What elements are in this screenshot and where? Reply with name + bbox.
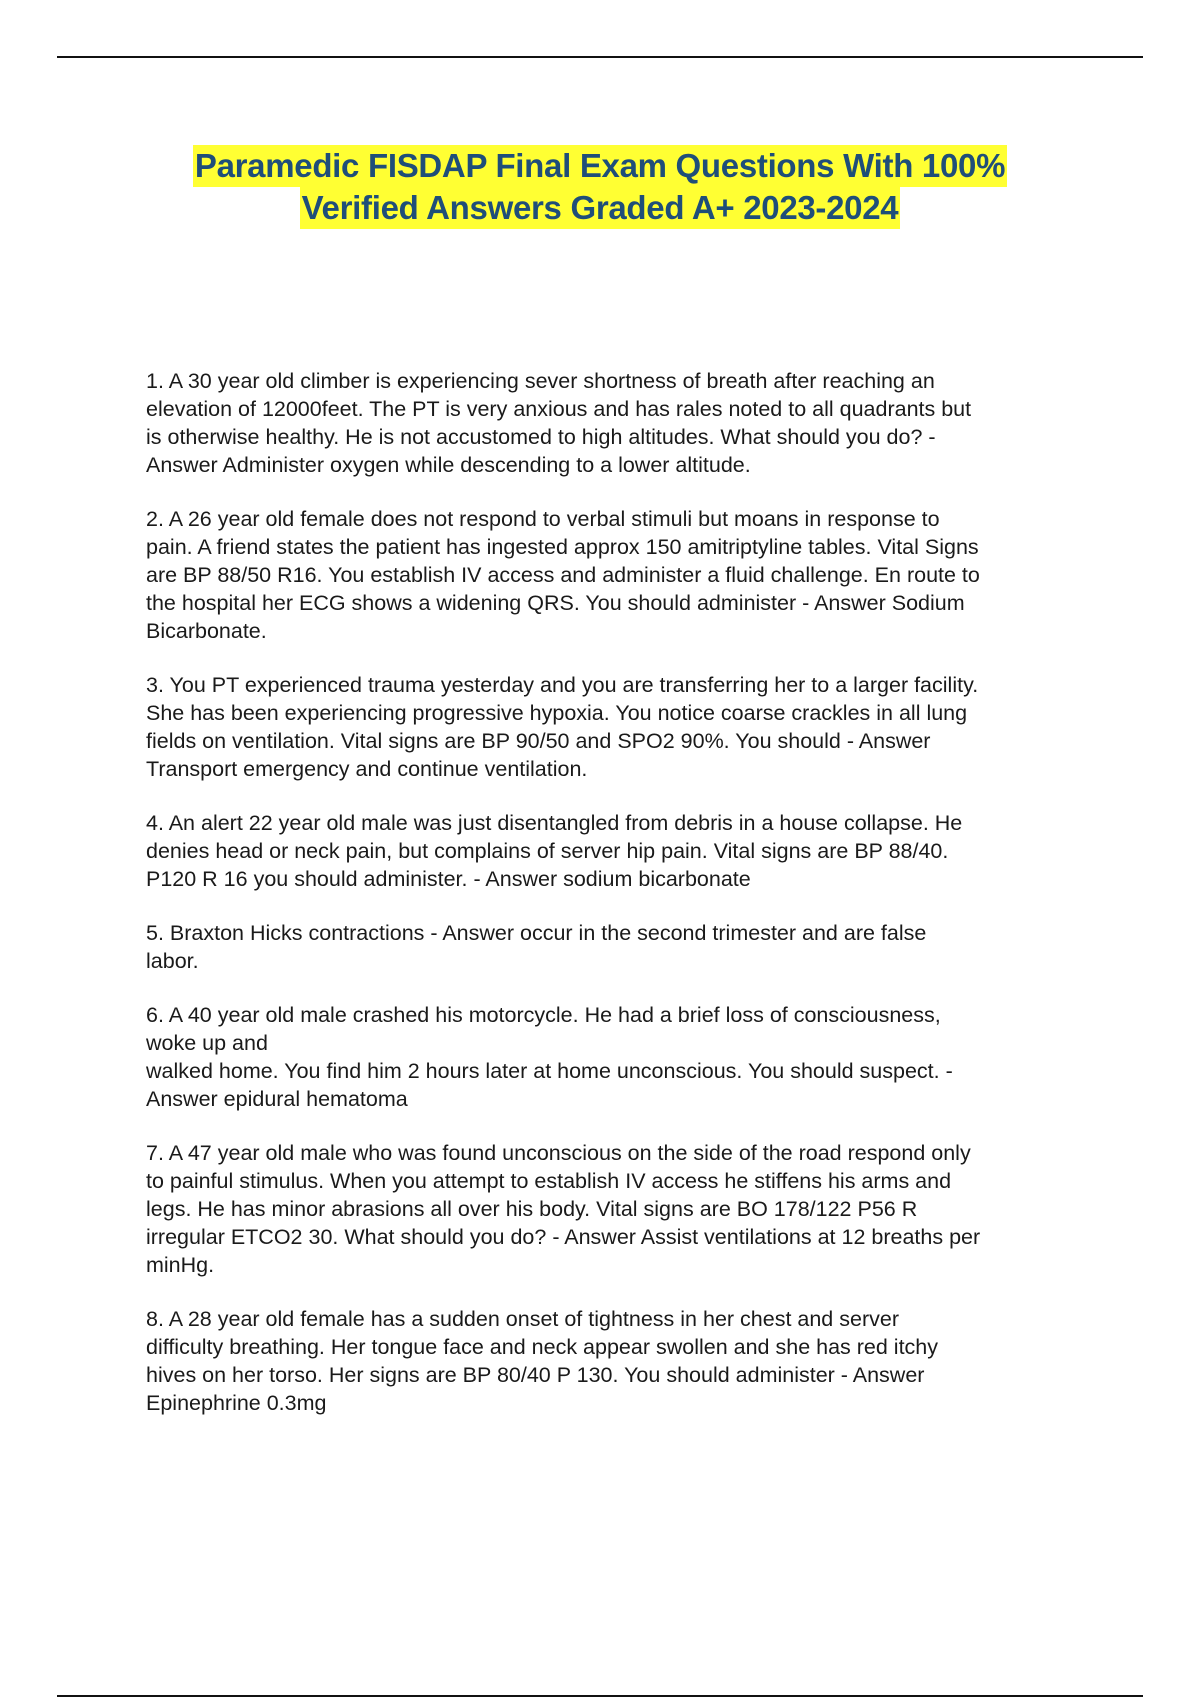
question-6: 6. A 40 year old male crashed his motorcycle. He had a brief loss of consciousness, woke up and walked home. You find him 2 hours later at home unconscious. You should suspect. - Answer epidural hematoma [146, 1003, 953, 1111]
question-1: 1. A 30 year old climber is experiencing sever shortness of breath after reaching an elevation of 12000feet. The PT is very anxious and has rales noted to all quadrants but is otherwise healthy. He is not accustomed to high altitudes. What should you do? - Answer Administer oxygen while descending to a lower altitude. [146, 369, 972, 477]
title-line-2: Verified Answers Graded A+ 2023-2024 [300, 187, 901, 229]
question-8: 8. A 28 year old female has a sudden onset of tightness in her chest and server difficulty breathing. Her tongue face and neck appear swollen and she has red itchy hives on her torso. Her signs are BP 80/40 P 130. You should administer - Answer Epinephrine 0.3mg [146, 1307, 939, 1415]
question-4: 4. An alert 22 year old male was just disentangled from debris in a house collapse. He denies head or neck pain, but complains of server hip pain. Vital signs are BP 88/40. P120 R 16 you should administer. - Answer sodium bicarbonate [146, 811, 963, 891]
top-rule [57, 56, 1143, 58]
title-line-1: Paramedic FISDAP Final Exam Questions With 100% [193, 145, 1007, 187]
question-3: 3. You PT experienced trauma yesterday and you are transferring her to a larger facility. She has been experiencing progressive hypoxia. You notice coarse crackles in all lung fields on ventilation. Vital signs are BP 90/50 and SPO2 90%. You should - Answer Transport emergency and continue ventilation. [146, 673, 979, 781]
question-5: 5. Braxton Hicks contractions - Answer occur in the second trimester and are false labor. [146, 921, 927, 973]
document-title [0, 145, 1200, 229]
question-2: 2. A 26 year old female does not respond to verbal stimuli but moans in response to pain. A friend states the patient has ingested approx 150 amitriptyline tables. Vital Signs are BP 88/50 R16. You establish IV access and administer a fluid challenge. En route to the hospital her ECG shows a widening QRS. You should administer - Answer Sodium Bicarbonate. [146, 507, 980, 643]
question-list [146, 367, 1096, 1443]
question-7: 7. A 47 year old male who was found unconscious on the side of the road respond only to painful stimulus. When you attempt to establish IV access he stiffens his arms and legs. He has minor abrasions all over his body. Vital signs are BO 178/122 P56 R irregular ETCO2 30. What should you do? - Answer Assist ventilations at 12 breaths per minHg. [146, 1141, 981, 1277]
bottom-rule [57, 1695, 1143, 1697]
